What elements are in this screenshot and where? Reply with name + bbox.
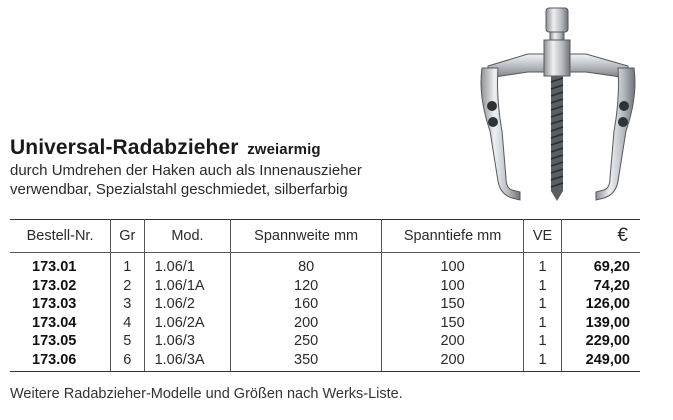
span-width-cell: 350 [231, 351, 382, 372]
col-header-price: € [561, 220, 640, 253]
span-depth-cell: 200 [382, 332, 524, 351]
size-cell: 4 [111, 314, 145, 333]
price-cell: 126,00 [561, 295, 640, 314]
model-cell: 1.06/1 [144, 253, 231, 277]
description-line-2: verwendbar, Spezialstahl geschmiedet, silberfarbig [10, 181, 348, 198]
size-cell: 2 [111, 277, 145, 296]
order-number-cell: 173.05 [10, 332, 111, 351]
span-depth-cell: 150 [382, 314, 524, 333]
model-cell: 1.06/2 [144, 295, 231, 314]
table-row [10, 295, 640, 314]
packing-unit-cell: 1 [524, 314, 562, 333]
col-header-model: Mod. [144, 220, 231, 253]
product-title-main: Universal-Radabzieher [10, 136, 239, 159]
size-cell: 6 [111, 351, 145, 372]
order-number-cell: 173.04 [10, 314, 111, 333]
packing-unit-cell: 1 [524, 295, 562, 314]
col-header-size: Gr [111, 220, 145, 253]
price-cell: 74,20 [561, 277, 640, 296]
table-row [10, 253, 640, 277]
model-cell: 1.06/3A [144, 351, 231, 372]
product-title [10, 136, 362, 160]
col-header-span-depth: Spanntiefe mm [382, 220, 524, 253]
price-cell: 69,20 [561, 253, 640, 277]
table-row [10, 277, 640, 296]
order-number-cell: 173.02 [10, 277, 111, 296]
footer-note: Weitere Radabzieher-Modelle und Größen nach Werks-Liste. [10, 386, 403, 402]
table-header-row [10, 220, 640, 253]
model-cell: 1.06/1A [144, 277, 231, 296]
price-cell: 229,00 [561, 332, 640, 351]
span-depth-cell: 200 [382, 351, 524, 372]
col-header-order-number: Bestell-Nr. [10, 220, 111, 253]
size-cell: 5 [111, 332, 145, 351]
table-row [10, 314, 640, 333]
span-width-cell: 160 [231, 295, 382, 314]
price-cell: 249,00 [561, 351, 640, 372]
col-header-packing-unit: VE [524, 220, 562, 253]
order-number-cell: 173.06 [10, 351, 111, 372]
packing-unit-cell: 1 [524, 277, 562, 296]
span-width-cell: 80 [231, 253, 382, 277]
product-spec-table [10, 219, 640, 372]
product-description [10, 161, 362, 199]
col-header-span-width: Spannweite mm [231, 220, 382, 253]
product-title-sub: zweiarmig [247, 141, 321, 158]
model-cell: 1.06/2A [144, 314, 231, 333]
span-width-cell: 200 [231, 314, 382, 333]
size-cell: 3 [111, 295, 145, 314]
span-depth-cell: 100 [382, 253, 524, 277]
order-number-cell: 173.01 [10, 253, 111, 277]
span-width-cell: 120 [231, 277, 382, 296]
price-cell: 139,00 [561, 314, 640, 333]
packing-unit-cell: 1 [524, 253, 562, 277]
span-depth-cell: 150 [382, 295, 524, 314]
packing-unit-cell: 1 [524, 351, 562, 372]
order-number-cell: 173.03 [10, 295, 111, 314]
table-row [10, 332, 640, 351]
two-arm-gear-puller-icon [468, 6, 648, 211]
product-heading [10, 136, 362, 199]
span-depth-cell: 100 [382, 277, 524, 296]
table-row [10, 351, 640, 372]
size-cell: 1 [111, 253, 145, 277]
span-width-cell: 250 [231, 332, 382, 351]
description-line-1: durch Umdrehen der Haken auch als Innenauszieher [10, 162, 362, 179]
packing-unit-cell: 1 [524, 332, 562, 351]
model-cell: 1.06/3 [144, 332, 231, 351]
